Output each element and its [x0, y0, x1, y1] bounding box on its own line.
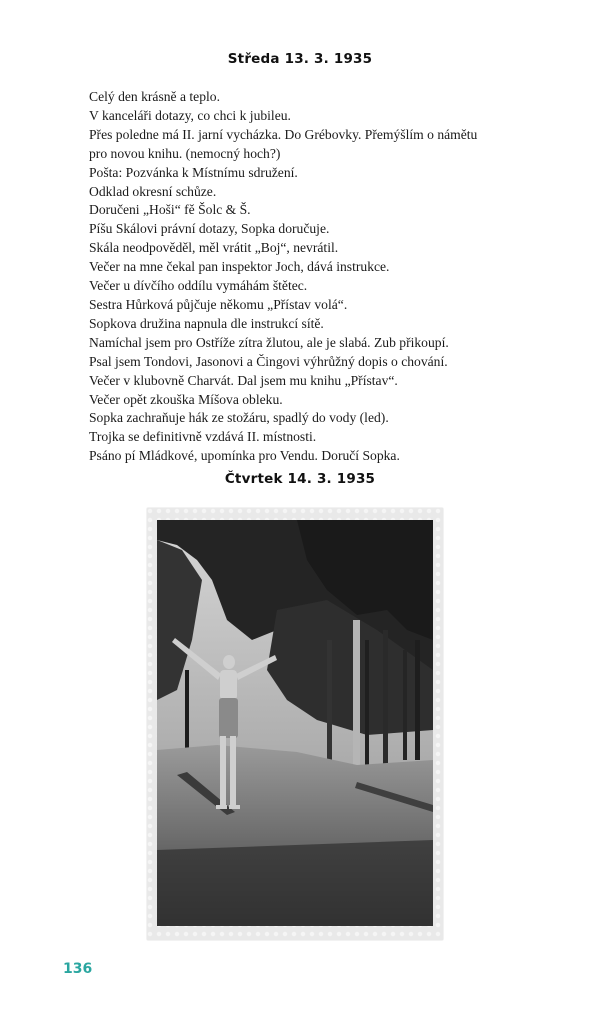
diary-entry: Píšu Skálovi právní dotazy, Sopka doručuje. [89, 221, 330, 237]
diary-entry: Psal jsem Tondovi, Jasonovi a Čingovi výhrůžný dopis o chování. [89, 353, 448, 369]
historic-photograph [157, 520, 433, 926]
photo-frame [147, 508, 443, 940]
diary-entry: Sopka zachraňuje hák ze stožáru, spadlý do vody (led). [89, 410, 389, 426]
page-number: 136 [63, 961, 93, 977]
diary-entry: Celý den krásně a teplo. [89, 89, 220, 104]
photo-image [157, 520, 433, 926]
diary-entry: Odklad okresní schůze. [89, 183, 217, 199]
day-heading-thursday: Čtvrtek 14. 3. 1935 [224, 471, 376, 487]
diary-entries [89, 88, 529, 466]
diary-entry: Večer opět zkouška Míšova obleku. [89, 391, 283, 407]
diary-entry: Večer na mne čekal pan inspektor Joch, dává instrukce. [89, 259, 390, 275]
diary-entry: Večer u dívčího oddílu vymáhám štětec. [89, 278, 308, 294]
diary-entry: Skála neodpověděl, měl vrátit „Boj“, nevrátil. [89, 240, 339, 256]
day-heading-wednesday: Středa 13. 3. 1935 [227, 51, 373, 67]
diary-entry: Namíchal jsem pro Ostříže zítra žlutou, ale je slabá. Zub přikoupí. [89, 334, 449, 350]
diary-entry: Trojka se definitivně vzdává II. místnosti. [89, 429, 317, 445]
diary-entry: Pošta: Pozvánka k Místnímu sdružení. [89, 164, 298, 180]
diary-entry: V kanceláři dotazy, co chci k jubileu. [89, 107, 291, 123]
diary-entry: Sestra Hůrková půjčuje někomu „Přístav volá“. [89, 296, 348, 312]
diary-entry: Sopkova družina napnula dle instrukcí sítě. [89, 315, 324, 331]
diary-entry: Přes poledne má II. jarní vycházka. Do Grébovky. Přemýšlím o námětu [89, 126, 478, 142]
diary-entry: Psáno pí Mládkové, upomínka pro Vendu. Doručí Sopka. [89, 448, 400, 464]
diary-entry: pro novou knihu. (nemocný hoch?) [89, 145, 281, 161]
diary-entry: Večer v klubovně Charvát. Dal jsem mu knihu „Přístav“. [89, 372, 398, 388]
diary-entry: Doručeni „Hoši“ fě Šolc & Š. [89, 202, 251, 218]
